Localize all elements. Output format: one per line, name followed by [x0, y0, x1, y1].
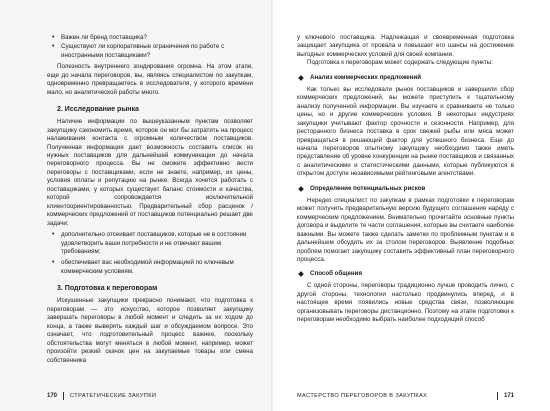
section-heading: 3. Подготовка к переговорам: [57, 285, 158, 293]
paragraph: у ключевого поставщика. Надлежащая и своевременная подготовка защищает закупщика от провала и повышает его шансы на достижение выгодных коммерческих условий для своей компании.: [297, 34, 514, 58]
paragraph: Искушенные закупщики прекрасно понимают, что подготовка к переговорам — это искусство, которое позволяет закупщику завершать переговоры в любой момент и следить за их ходом до конца, а также выверять каждый шаг и обсуждаемом вопросе. Это означает, что подготовительный процесс важнее, поскольку обстоятельства могут меняться в любой момент, например, может произойти резкий скачок цен на закупаемые товары или смена собственника: [47, 297, 253, 364]
page-number: 170: [47, 393, 58, 399]
footer-divider: [63, 392, 64, 400]
page-footer: [47, 392, 156, 400]
bullet-list-tasks: [47, 231, 253, 276]
section-heading: 2. Исследование рынка: [57, 106, 139, 114]
list-item: • дополнительно отсеивает поставщиков, которые не в состоянии удовлетворить ваши потребности и не отвечают вашим требованиям;: [61, 231, 253, 256]
subsection-title: Анализ коммерческих предложений: [310, 73, 422, 81]
paragraph: Подготовка к переговорам может содержать следующие пункты:: [307, 59, 493, 67]
paragraph: Полезность внутреннего зондирования огромна. На этом этапе, еще до начала переговоров, вы, являясь специалистом по закупкам, одновременно превращаетесь в исследователя, у которого времени мало, но аналитической работы много.: [47, 63, 253, 96]
subsection-heading: [297, 74, 514, 82]
page-number: 171: [503, 393, 514, 399]
left-page: [0, 0, 273, 411]
bullet-list-questions: [47, 34, 253, 60]
running-title: МАСТЕРСТВО ПЕРЕГОВОРОВ В ЗАКУПКАХ: [297, 393, 428, 399]
list-item: • Существуют ли корпоративные ограничения по работе с иностранными поставщиками?: [61, 43, 253, 60]
subsection-title: Определение потенциальных рисков: [310, 184, 426, 192]
list-item: • обеспечивает вас необходимой информацией по ключевым коммерческим условиям.: [61, 259, 253, 276]
page-footer: [297, 392, 514, 400]
diamond-bullet-icon: [298, 75, 304, 81]
running-title: СТРАТЕГИЧЕСКИЕ ЗАКУПКИ: [70, 393, 157, 399]
diamond-bullet-icon: [298, 272, 304, 278]
subsection-title: Способ общения: [310, 270, 363, 278]
list-item: • Важен ли бренд поставщика?: [61, 34, 253, 42]
paragraph: С одной стороны, переговоры традиционно лучше проводить лично, с другой стороны, технологии настолько продвинулись вперед, и в настоящее время появились новые средства связи, позволяющие организовывать переговоры дистанционно. Поэтому на этапе подготовки к переговорам необходимо выбрать наиболее подходящий способ: [297, 282, 514, 324]
footer-number-group: [491, 392, 514, 400]
diamond-bullet-icon: [298, 186, 304, 192]
paragraph: Наличие информации по вышеуказанным пунктам позволяет закупщику сэкономить время, которое он мог бы затратить на процесс налаживания контакта с огромным количеством поставщиков. Полученная информация дает возможность составить список из нужных поставщиков для дальнейшей коммуникации до начала переговорного процесса. Вы не сможете эффективно вести переговоры с поставщиками, если не знаете, например, их цены, условия оплаты и репутацию на рынке. Всегда хочется работать с поставщиками, у которых существует баланс стоимости и качества, которой сопровождается исключительной клиентоориентированностью. Предварительный сбор расценок / коммерческих предложений от поставщиков потенциально решает две задачи:: [47, 118, 253, 227]
paragraph: Нередко специалист по закупкам в рамках подготовки к переговорам может получить предварительную версию будущего соглашения наряду с коммерческим предложением. Внимательно прочитайте основные пункты договора и выделите те части соглашения, которые вы считаете наиболее важными. Вы можете также сделать заметки по проблемным пунктам и в дальнейшем обсудить их за столом переговоров. Выявление подобных проблем помогает закупщику составить эффективный план переговорного процесса.: [297, 196, 514, 263]
right-page: [273, 0, 550, 411]
subsection-heading: [297, 270, 514, 278]
footer-divider: [497, 392, 498, 400]
subsection-heading: [297, 185, 514, 193]
paragraph: Как только вы исследовали рынок поставщиков и завершили сбор коммерческих предложений, вы можете приступить к тщательному анализу полученной информации. Вы изучаете и сравниваете не только цены, но и другие коммерческие условия. В некоторых индустриях закупщики учитывают фактор срочности и сезонности. Например, для ресторанного бизнеса поставка в срок свежей рыбы или мяса может превращаться в решающий фактор для успешного бизнеса. Еще до начала переговоров опытному закупщику необходимо также иметь представление об уровне конкуренции на рынке поставщиков и связанных с аналитическими и статистическими данными, которые публикуются в открытом доступе независимыми рейтинговыми агентствами.: [297, 85, 514, 178]
